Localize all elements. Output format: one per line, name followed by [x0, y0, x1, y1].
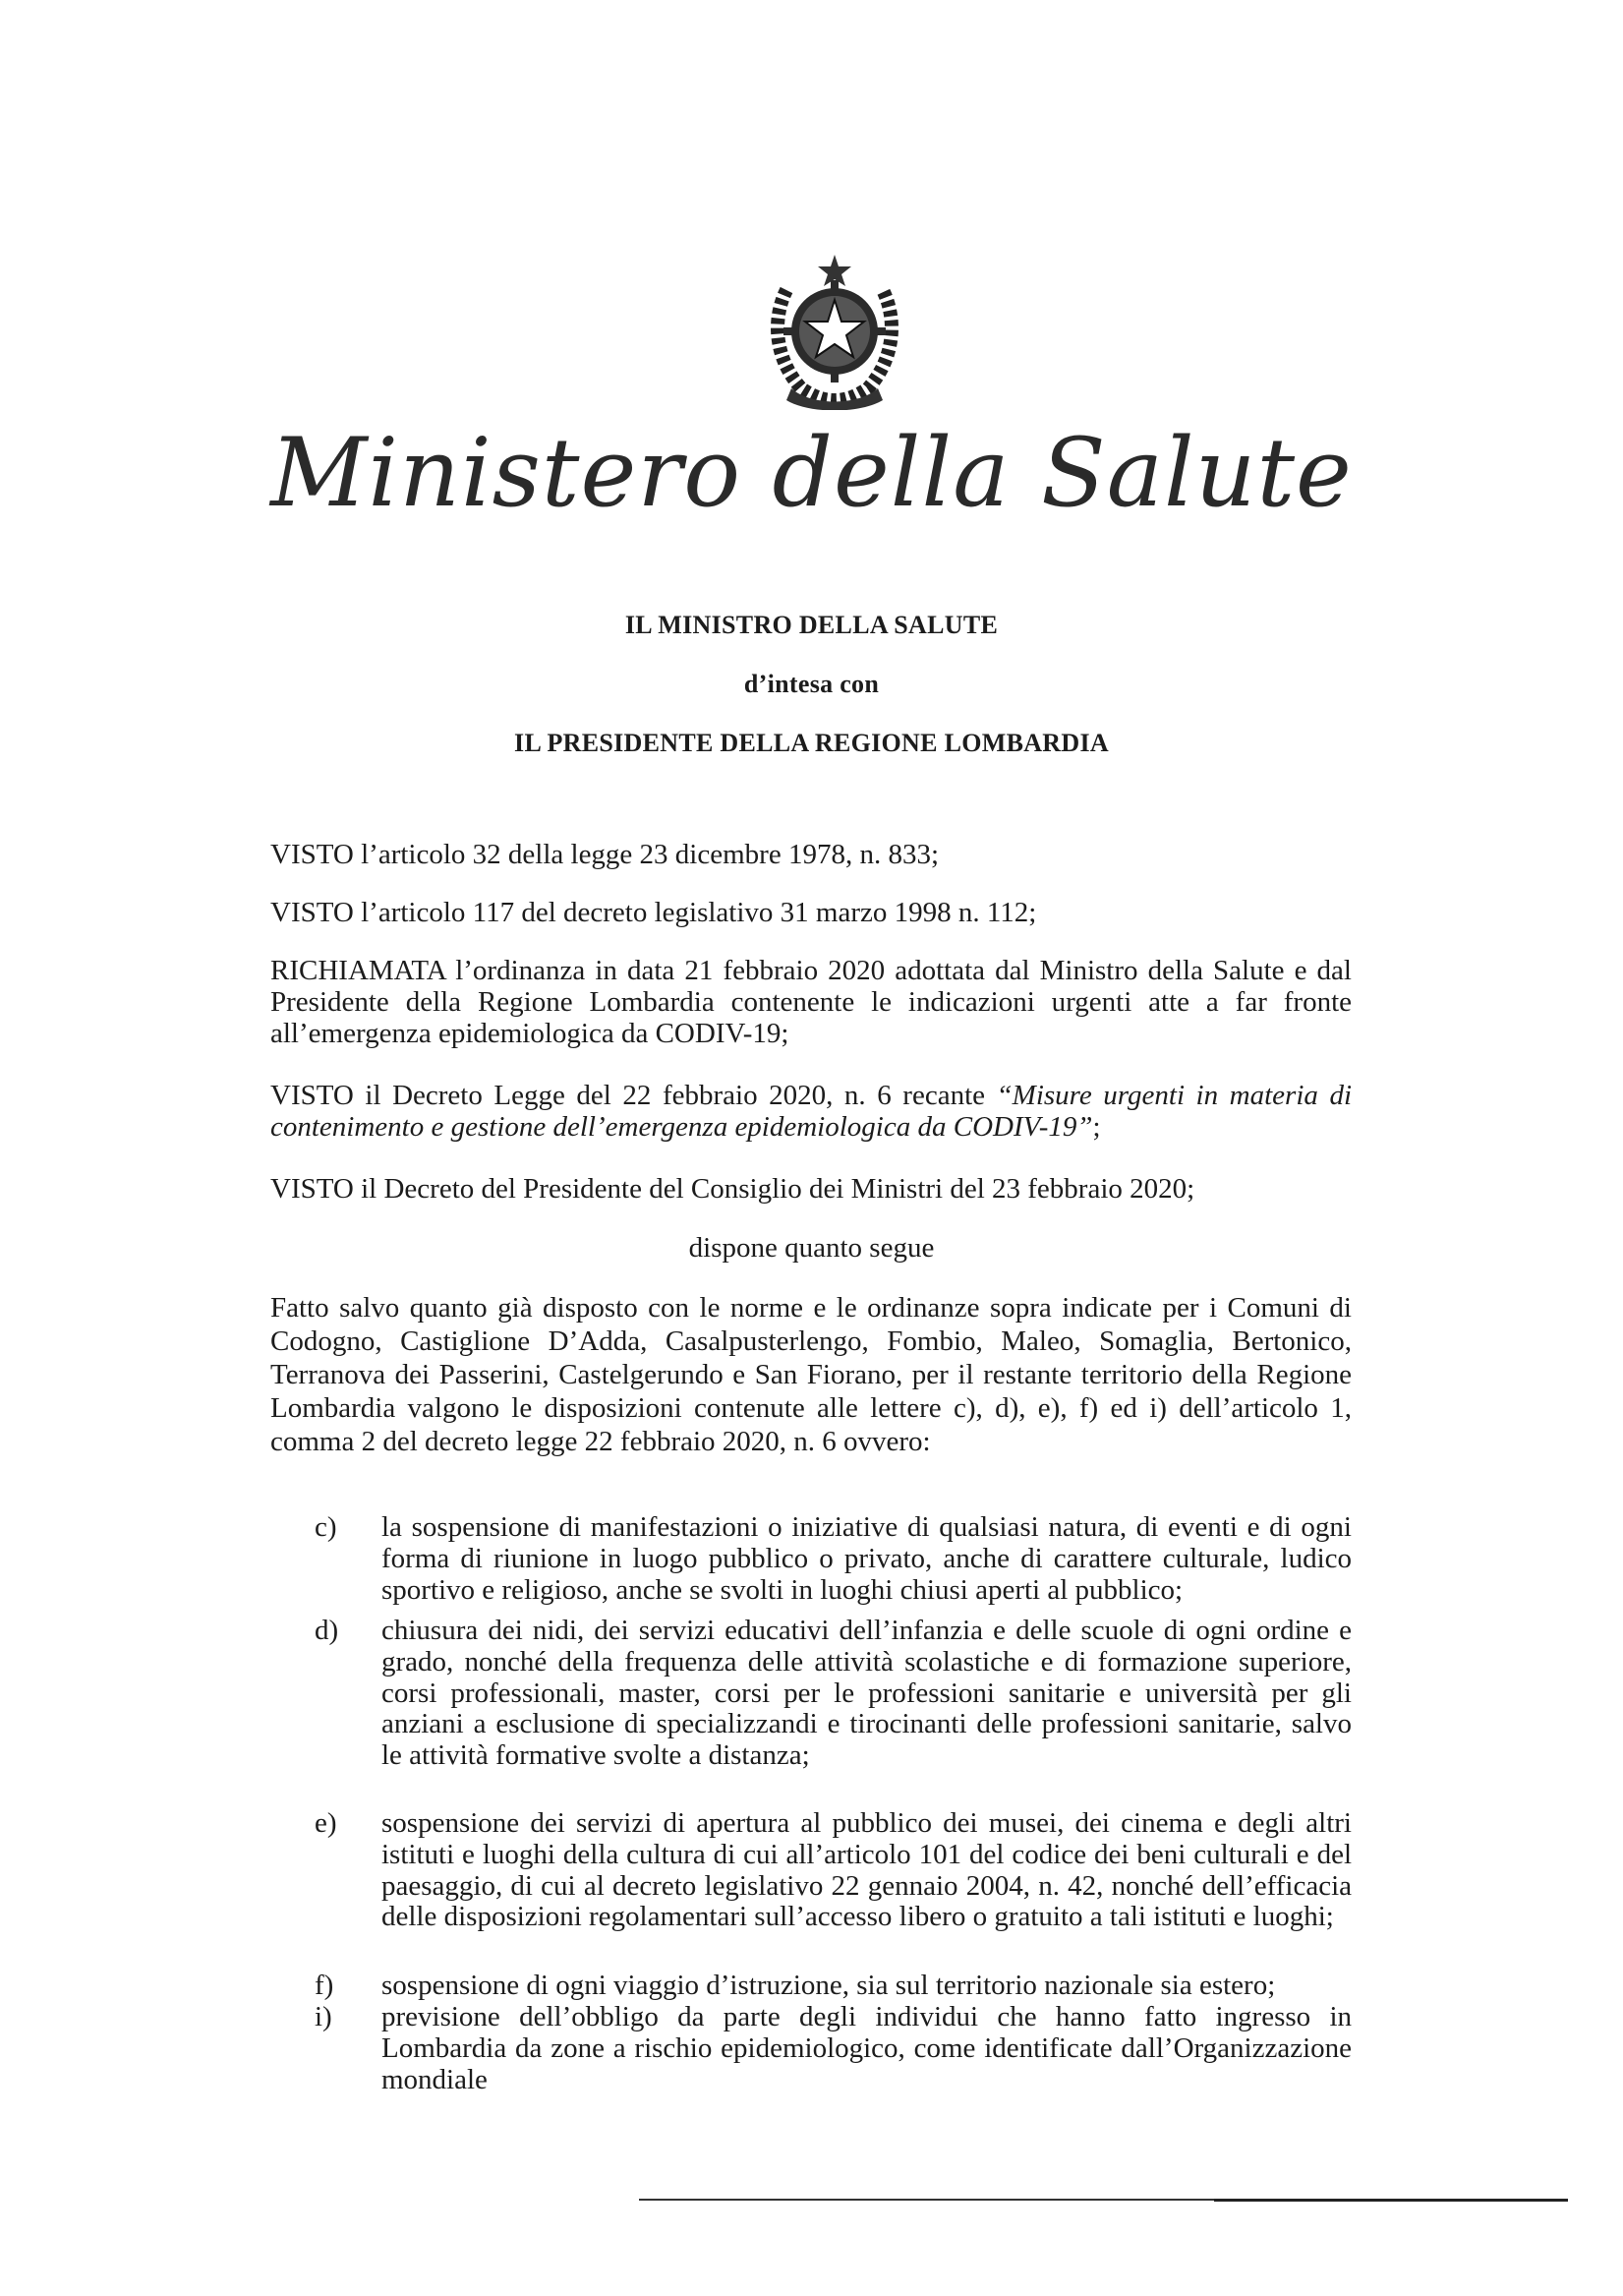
heading-in-agreement: d’intesa con [743, 670, 880, 698]
list-item-text: chiusura dei nidi, dei servizi educativi dell’infanzia e delle scuole di ogni ordine e grado, nonché della frequenza delle attività scolastiche e di formazione superiore, corsi professionali, master, corsi per le professioni sanitarie e università per gli anziani a esclusione di specializzandi e tirocinanti delle professioni sanitarie, salvo le attività formative svolte a distanza; [381, 1615, 1352, 1772]
ministry-script-title: Ministero della Salute [270, 418, 1353, 528]
preamble-text: VISTO il Decreto Legge del 22 febbraio 2020, n. 6 recante [270, 1080, 997, 1111]
preamble-paragraph: RICHIAMATA l’ordinanza in data 21 febbraio 2020 adottata dal Ministro della Salute e dal Presidente della Regione Lombardia contenente le indicazioni urgenti atte a far fronte all’emergenza epidemiologica da CODIV-19; [270, 955, 1352, 1049]
heading-minister: IL MINISTRO DELLA SALUTE [624, 611, 999, 639]
list-item-text: sospensione dei servizi di apertura al pubblico dei musei, dei cinema e degli altri istituti e luoghi della cultura di cui all’articolo 101 del codice dei beni culturali e del paesaggio, di cui al decreto legislativo 22 gennaio 2004, n. 42, nonché dell’efficacia delle disposizioni regolamentari sull’accesso libero o gratuito a tali istituti e luoghi; [381, 1807, 1352, 1933]
preamble-paragraph: VISTO l’articolo 117 del decreto legislativo 31 marzo 1998 n. 112; [270, 897, 1037, 928]
list-marker: e) [315, 1807, 337, 1839]
provisions-list [315, 1512, 1352, 2095]
footer-rule [639, 2199, 1568, 2201]
dispone-heading: dispone quanto segue [688, 1232, 935, 1264]
italian-republic-emblem-icon [767, 251, 902, 410]
preamble-paragraph: VISTO il Decreto del Presidente del Consiglio dei Ministri del 23 febbraio 2020; [270, 1173, 1195, 1205]
preamble-text: ; [1092, 1111, 1101, 1143]
list-item [315, 1512, 1352, 1616]
list-marker: c) [315, 1511, 337, 1543]
body-paragraph: Fatto salvo quanto già disposto con le norme e le ordinanze sopra indicate per i Comuni di Codogno, Castiglione D’Adda, Casalpusterlengo, Fombio, Maleo, Somaglia, Bertonico, Terranova dei Passerini, Castelgerundo e San Fiorano, per il restante territorio della Regione Lombardia valgono le disposizioni contenute alle lettere c), d), e), f) ed i) dell’articolo 1, comma 2 del decreto legge 22 febbraio 2020, n. 6 ovvero: [270, 1292, 1352, 1457]
list-marker: i) [315, 2001, 332, 2032]
list-item [315, 1616, 1352, 1808]
list-item-text: la sospensione di manifestazioni o iniziative di qualsiasi natura, di eventi e di ogni forma di riunione in luogo pubblico o privato, anche di carattere culturale, ludico sportivo e religioso, anche se svolti in luoghi chiusi aperti al pubblico; [381, 1511, 1352, 1606]
list-item-text: sospensione di ogni viaggio d’istruzione, sia sul territorio nazionale sia estero; [381, 1970, 1276, 2001]
list-item [315, 2002, 1352, 2095]
list-marker: d) [315, 1615, 339, 1646]
list-item [315, 1971, 1352, 2002]
decree-title: “Misure urgenti in materia di contenimento e gestione dell’emergenza epidemiologica da CODIV-19” [270, 1080, 1352, 1143]
list-item [315, 1808, 1352, 1971]
heading-president: IL PRESIDENTE DELLA REGIONE LOMBARDIA [514, 729, 1109, 757]
list-marker: f) [315, 1970, 334, 2001]
preamble-paragraph [270, 1080, 1352, 1143]
list-item-text: previsione dell’obbligo da parte degli individui che hanno fatto ingresso in Lombardia da zone a rischio epidemiologico, come identificate dall’Organizzazione mondiale [381, 2001, 1352, 2095]
preamble-paragraph: VISTO l’articolo 32 della legge 23 dicembre 1978, n. 833; [270, 839, 939, 870]
